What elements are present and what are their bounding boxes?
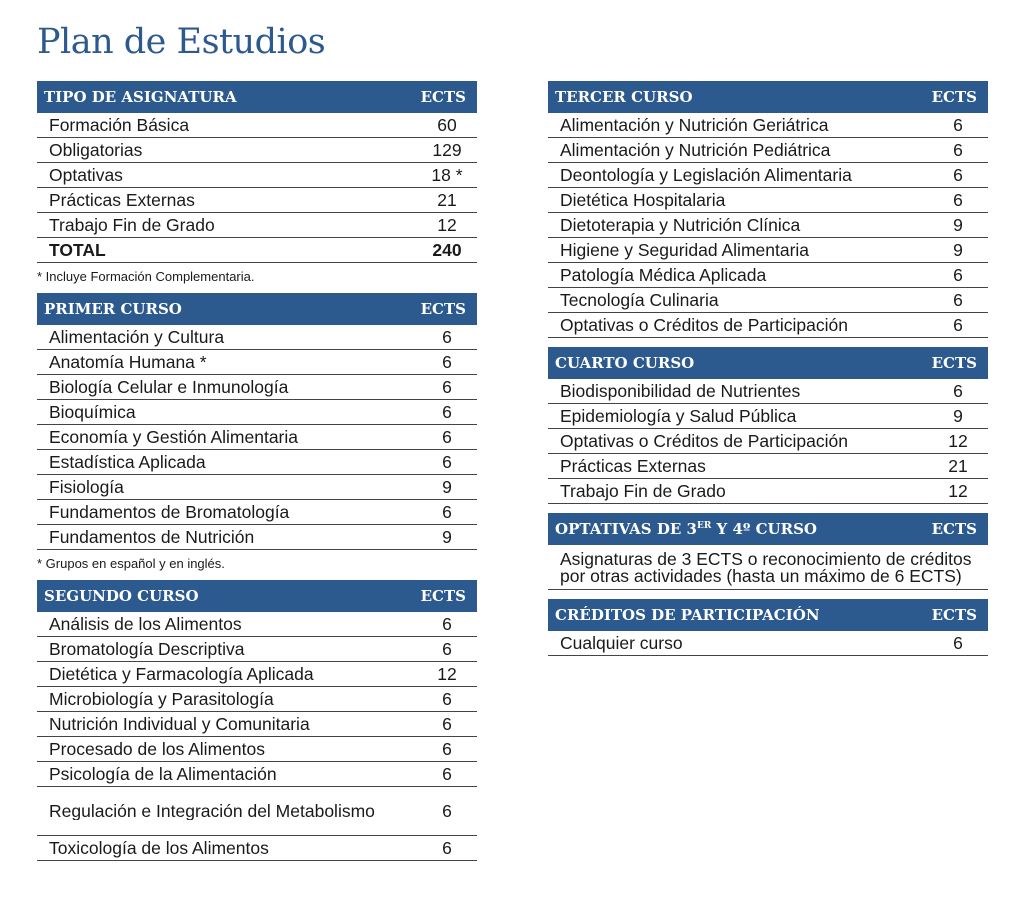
course-name: Tecnología Culinaria (560, 289, 719, 310)
table-row (548, 379, 988, 404)
table-row (37, 375, 477, 400)
course-name: Procesado de los Alimentos (49, 738, 265, 759)
course-name: Anatomía Humana * (49, 351, 207, 372)
ects-value: 6 (442, 613, 452, 634)
ects-header: ECTS (931, 520, 977, 538)
table-row (37, 737, 477, 762)
page-title: Plan de Estudios (37, 22, 326, 62)
ects-value: 9 (953, 405, 963, 426)
table-row (548, 454, 988, 479)
ects-header: ECTS (420, 88, 466, 106)
ects-value: 6 (953, 289, 963, 310)
course-name: Prácticas Externas (49, 189, 195, 210)
section-header (548, 81, 988, 113)
section-primer (37, 293, 477, 573)
table-row (37, 637, 477, 662)
table-row (37, 425, 477, 450)
course-name: Epidemiología y Salud Pública (560, 405, 797, 426)
course-name: Alimentación y Cultura (49, 326, 225, 347)
course-name: Alimentación y Nutrición Pediátrica (560, 139, 831, 160)
section-segundo (37, 580, 477, 861)
table-row (548, 313, 988, 338)
course-table (548, 631, 988, 656)
ects-header: ECTS (420, 300, 466, 318)
course-name: Fundamentos de Bromatología (49, 501, 290, 522)
course-name: Fisiología (49, 476, 124, 497)
table-row (37, 138, 477, 163)
course-name: Deontología y Legislación Alimentaria (560, 164, 852, 185)
course-name: Dietética Hospitalaria (560, 189, 726, 210)
table-row (548, 213, 988, 238)
ects-value: 60 (437, 114, 457, 135)
section-header (37, 580, 477, 612)
ects-value: 21 (948, 455, 968, 476)
table-row (548, 288, 988, 313)
course-name: Dietética y Farmacología Aplicada (49, 663, 314, 684)
course-name: Dietoterapia y Nutrición Clínica (560, 214, 801, 235)
course-name: Patología Médica Aplicada (560, 264, 767, 285)
course-name: Bromatología Descriptiva (49, 638, 245, 659)
section-title: CUARTO CURSO (555, 354, 695, 372)
table-row (548, 163, 988, 188)
table-row (548, 404, 988, 429)
ects-value: 6 (953, 189, 963, 210)
ects-value: 12 (948, 480, 968, 501)
ects-value: 6 (442, 376, 452, 397)
section-title: SEGUNDO CURSO (44, 587, 199, 605)
ects-value: 12 (948, 430, 968, 451)
ects-value: 6 (953, 164, 963, 185)
table-row (37, 325, 477, 350)
table-row (37, 188, 477, 213)
ects-value: 6 (442, 326, 452, 347)
footnote: * Incluye Formación Complementaria. (37, 269, 255, 284)
ects-value: 12 (437, 214, 457, 235)
course-table (548, 379, 988, 504)
section-header (548, 513, 988, 545)
optativas-description: Asignaturas de 3 ECTS o reconocimiento de créditos por otras actividades (hasta un máximo de 6 ECTS) (548, 545, 988, 590)
ects-value: 6 (953, 380, 963, 401)
ects-value: 6 (442, 426, 452, 447)
section-title (555, 520, 817, 538)
course-name: Análisis de los Alimentos (49, 613, 242, 634)
ects-value: 6 (442, 351, 452, 372)
table-row (37, 213, 477, 238)
ects-value: 129 (432, 139, 462, 160)
course-name: Higiene y Seguridad Alimentaria (560, 239, 810, 260)
table-row (548, 479, 988, 504)
ects-value: 6 (953, 632, 963, 653)
ects-value: 6 (953, 264, 963, 285)
ects-value: 6 (442, 451, 452, 472)
table-row (548, 138, 988, 163)
table-row (548, 263, 988, 288)
course-name: Microbiología y Parasitología (49, 688, 274, 709)
table-row (37, 163, 477, 188)
table-row (37, 762, 477, 787)
course-table (37, 113, 477, 263)
table-row (548, 238, 988, 263)
ects-value: 6 (442, 800, 452, 821)
course-name: Toxicología de los Alimentos (49, 837, 269, 858)
table-row (37, 525, 477, 550)
ects-value: 21 (437, 189, 457, 210)
section-title: TERCER CURSO (555, 88, 693, 106)
ects-value: 9 (953, 214, 963, 235)
ects-value: 6 (442, 401, 452, 422)
course-name: Economía y Gestión Alimentaria (49, 426, 299, 447)
ects-header: ECTS (931, 606, 977, 624)
ects-header: ECTS (420, 587, 466, 605)
course-name: Estadística Aplicada (49, 451, 206, 472)
section-title: TIPO DE ASIGNATURA (44, 88, 237, 106)
table-row (37, 787, 477, 836)
ects-value: 6 (442, 763, 452, 784)
ects-value: 6 (953, 139, 963, 160)
table-row (37, 400, 477, 425)
ects-value: 9 (442, 476, 452, 497)
course-table (548, 113, 988, 338)
ects-header: ECTS (931, 354, 977, 372)
section-header (37, 293, 477, 325)
ects-value: 6 (442, 501, 452, 522)
footnote: * Grupos en español y en inglés. (37, 556, 225, 571)
section-tercer (548, 81, 988, 338)
table-row (37, 450, 477, 475)
course-name: Prácticas Externas (560, 455, 706, 476)
table-row (37, 612, 477, 637)
table-row (37, 836, 477, 861)
ects-header: ECTS (931, 88, 977, 106)
course-name: Formación Básica (49, 114, 190, 135)
ects-value: 9 (442, 526, 452, 547)
table-row (37, 113, 477, 138)
course-name: Regulación e Integración del Metabolismo (49, 802, 375, 820)
ects-value: 6 (442, 713, 452, 734)
ects-value: 12 (437, 663, 457, 684)
course-name: Alimentación y Nutrición Geriátrica (560, 114, 829, 135)
table-row (37, 238, 477, 263)
table-row (548, 429, 988, 454)
section-cuarto (548, 347, 988, 504)
course-name: Optativas o Créditos de Participación (560, 314, 848, 335)
ects-value: 6 (442, 837, 452, 858)
title-superscript: ER (696, 521, 712, 531)
course-table (37, 612, 477, 861)
section-title: PRIMER CURSO (44, 300, 182, 318)
section-optativas (548, 513, 988, 590)
ects-value: 18 * (431, 164, 463, 185)
course-name: Biodisponibilidad de Nutrientes (560, 380, 801, 401)
course-name: Psicología de la Alimentación (49, 763, 277, 784)
table-row (37, 687, 477, 712)
ects-value: 6 (442, 638, 452, 659)
course-name: Cualquier curso (560, 632, 683, 653)
course-name: Bioquímica (49, 401, 136, 422)
course-name: Biología Celular e Inmunología (49, 376, 289, 397)
title-part: OPTATIVAS DE 3 (555, 520, 697, 538)
ects-value: 6 (953, 114, 963, 135)
ects-value: 240 (432, 239, 462, 260)
section-title: CRÉDITOS DE PARTICIPACIÓN (555, 606, 820, 624)
section-header (548, 599, 988, 631)
left-column (37, 81, 477, 861)
table-row (37, 350, 477, 375)
course-name: Optativas o Créditos de Participación (560, 430, 848, 451)
section-creditos (548, 599, 988, 656)
table-row (548, 113, 988, 138)
table-row (37, 475, 477, 500)
course-name: TOTAL (49, 239, 106, 260)
course-name: Fundamentos de Nutrición (49, 526, 255, 547)
course-name: Obligatorias (49, 139, 143, 160)
course-name: Trabajo Fin de Grado (560, 480, 726, 501)
section-header (37, 81, 477, 113)
course-name: Optativas (49, 164, 123, 185)
course-name: Trabajo Fin de Grado (49, 214, 215, 235)
course-table (37, 325, 477, 550)
table-row (37, 662, 477, 687)
section-header (548, 347, 988, 379)
table-row (548, 188, 988, 213)
ects-value: 6 (442, 738, 452, 759)
title-part: Y 4º CURSO (711, 520, 817, 538)
ects-value: 6 (953, 314, 963, 335)
section-tipo (37, 81, 477, 286)
table-row (548, 631, 988, 656)
right-column (548, 81, 988, 656)
ects-value: 6 (442, 688, 452, 709)
table-row (37, 712, 477, 737)
ects-value: 9 (953, 239, 963, 260)
table-row (37, 500, 477, 525)
course-name: Nutrición Individual y Comunitaria (49, 713, 310, 734)
